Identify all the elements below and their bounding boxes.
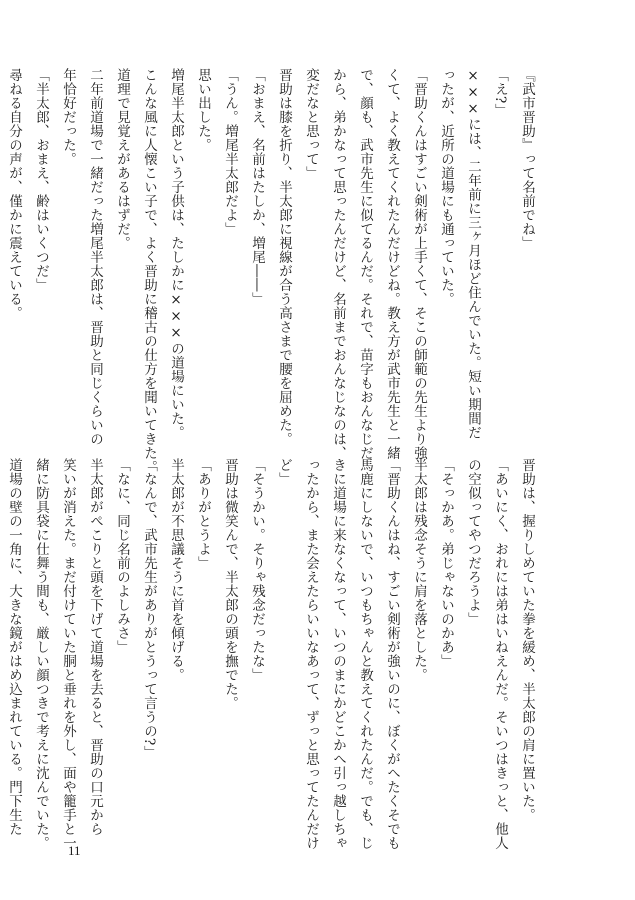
text-line: 晋助は微笑んで、半太郎の頭を撫でた。: [222, 458, 238, 710]
text-line: 尋ねる自分の声が、僅かに震えている。: [6, 68, 22, 320]
text-line: 「おまえ、名前はたしか、増尾――」: [249, 68, 265, 306]
text-line: 半太郎がぺこりと頭を下げて道場を去ると、晋助の口元から: [87, 458, 103, 836]
text-line: ったから、また会えたらいいなあって、ずっと思ってたんだけ: [303, 458, 319, 850]
text-line: 二年前道場で一緒だった増尾半太郎は、晋助と同じくらいの: [87, 68, 103, 446]
text-line: 「そっかあ。弟じゃないのかあ」: [438, 458, 454, 668]
page-number: 11: [68, 843, 81, 858]
text-line: 年恰好だった。: [60, 68, 76, 166]
text-line: ど」: [276, 458, 292, 486]
text-line: 馬鹿にしないで、いつもちゃんと教えてくれたんだ。でも、じ: [357, 458, 373, 850]
text-line: 思い出した。: [195, 68, 211, 152]
text-line: から、弟かなって思ったんだけど、名前までおんなじなのは、: [330, 68, 346, 460]
text-line: で、顔も、武市先生に似てるんだ。それで、苗字もおんなじだ: [357, 68, 373, 460]
text-line: 変だなと思って」: [303, 68, 319, 180]
text-line: 「晋助くんはすごい剣術が上手くて、そこの師範の先生より強: [411, 68, 427, 460]
text-line: 『武市晋助』って名前でね」: [519, 68, 535, 250]
text-line: 「うん。増尾半太郎だよ」: [222, 68, 238, 236]
text-line: 「あいにく、おれには弟はいねえんだ。そいつはきっと、他人: [492, 458, 508, 850]
text-line: 「え?」: [492, 68, 508, 118]
text-line: 笑いが消えた。まだ付けていた胴と垂れを外し、面や籠手と一: [60, 458, 76, 850]
text-line: きに道場に来なくなって、いつのまにかどこかへ引っ越しちゃ: [330, 458, 346, 850]
text-line: 晋助は、握りしめていた拳を緩め、半太郎の肩に置いた。: [519, 458, 535, 822]
text-line: くて、よく教えてくれたんだけどね。教え方が武市先生と一緒: [384, 68, 400, 460]
upper-text-block: [6, 68, 540, 474]
text-line: 半太郎が不思議そうに首を傾げる。: [168, 458, 184, 682]
text-line: 「なに、同じ名前のよしみさ」: [114, 458, 130, 654]
text-line: 道理で見覚えがあるはずだ。: [114, 68, 130, 250]
text-line: こんな風に人懐こい子で、よく晋助に稽古の仕方を聞いてきた。: [141, 68, 157, 474]
text-line: の空似ってやつだろうよ」: [465, 458, 481, 626]
text-line: 「なんで、武市先生がありがとうって言うの?」: [141, 458, 157, 760]
text-line: ったが、近所の道場にも通っていた。: [438, 68, 454, 306]
text-line: 緒に防具袋に仕舞う間も、厳しい顔つきで考えに沈んでいた。: [33, 458, 49, 850]
text-line: 「晋助くんはね、すごい剣術が強いのに、ぼくがへたくそでも: [384, 458, 400, 850]
text-line: ×××には、二年前に三ヶ月ほど住んでいた。短い期間だ: [465, 68, 481, 440]
text-line: 「半太郎、おまえ、齢はいくつだ」: [33, 68, 49, 292]
text-line: 増尾半太郎という子供は、たしかに×××の道場にいた。: [168, 68, 184, 440]
text-line: 半太郎は残念そうに肩を落とした。: [411, 458, 427, 682]
text-line: 道場の壁の一角に、大きな鏡がはめ込まれている。門下生た: [6, 458, 22, 836]
text-line: 「ありがとうよ」: [195, 458, 211, 570]
text-line: 晋助は膝を折り、半太郎に視線が合う高さまで腰を屈めた。: [276, 68, 292, 446]
text-line: 「そうかい。そりゃ残念だったな」: [249, 458, 265, 682]
lower-text-block: [6, 458, 540, 850]
